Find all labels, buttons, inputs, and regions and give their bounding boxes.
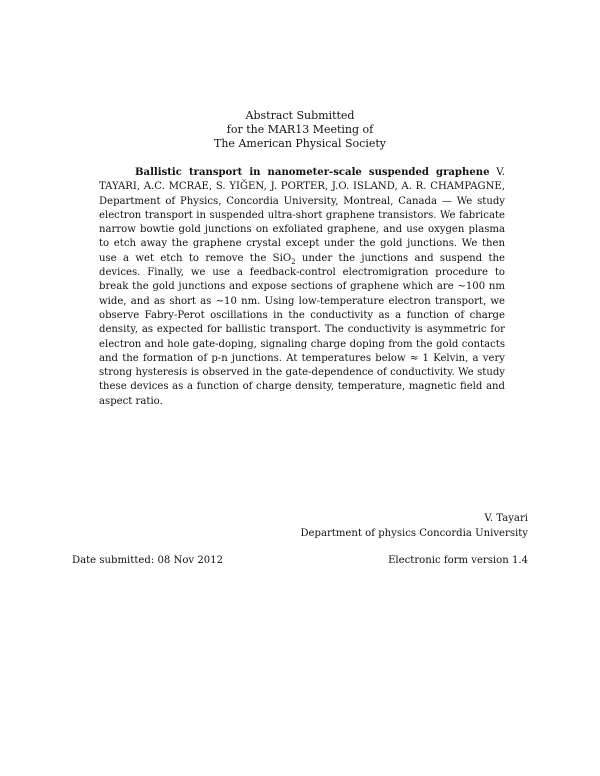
form-version: Electronic form version 1.4: [388, 555, 528, 566]
header-line-society: The American Physical Society: [214, 137, 386, 150]
abstract-body-part1: We study electron transport in suspended ultra-short graphene transistors. We fabricate narrow bowtie gold junctions on exfoliated graphene, and use oxygen plasma to etch away the graphene crystal except under the gold junctions. We then use a wet etch to remove the SiO: [99, 195, 505, 264]
abstract-body-part2: under the junctions and suspend the devices. Finally, we use a feedback-control electromigration procedure to break the gold junctions and expose sections of graphene which are ∼100 nm wide, and as short as ∼10 nm. Using low-temperature electron transport, we observe Fabry-Perot oscillations in the conductivity as a function of charge density, as expected for ballistic transport. The conductivity is asymmetric for electron and hole gate-doping, signaling charge doping from the gold contacts and the formation of p-n junctions. At temperatures below ≈ 1 Kelvin, a very strong hysteresis is observed in the gate-dependence of conductivity. We study these devices as a function of charge density, temperature, magnetic field and aspect ratio.: [99, 252, 505, 407]
abstract-affiliation: Department of Physics, Concordia University, Montreal, Canada —: [99, 195, 457, 207]
sio2-subscript: 2: [291, 257, 296, 266]
header-line-meeting: for the MAR13 Meeting of: [226, 123, 374, 136]
abstract-paragraph: [99, 166, 505, 409]
signature-name: V. Tayari: [484, 513, 528, 524]
abstract-title: Ballistic transport in nanometer-scale suspended graphene: [135, 167, 490, 178]
signature-department: Department of physics Concordia University: [300, 528, 528, 539]
header-line-abstract-submitted: Abstract Submitted: [245, 109, 355, 122]
abstract-authors: V. TAYARI, A.C. MCRAE, S. YIĞEN, J. PORTER, J.O. ISLAND, A. R. CHAMPAGNE,: [99, 167, 506, 193]
date-submitted: Date submitted: 08 Nov 2012: [72, 555, 224, 566]
submission-header: [0, 109, 600, 151]
